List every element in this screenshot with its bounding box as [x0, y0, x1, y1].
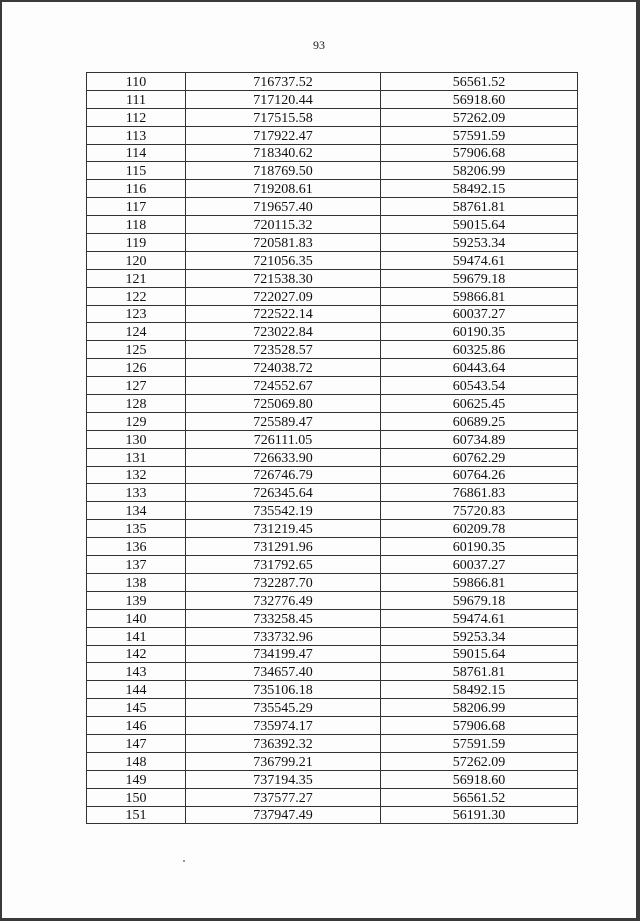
point-number-cell: 126	[87, 359, 186, 377]
x-coordinate-cell: 717515.58	[186, 108, 381, 126]
point-number-cell: 133	[87, 484, 186, 502]
x-coordinate-cell: 719208.61	[186, 180, 381, 198]
table-row	[87, 484, 578, 502]
y-coordinate-cell: 60762.29	[381, 448, 578, 466]
point-number-cell: 151	[87, 806, 186, 824]
y-coordinate-cell: 58206.99	[381, 162, 578, 180]
point-number-cell: 118	[87, 216, 186, 234]
point-number-cell: 112	[87, 108, 186, 126]
point-number-cell: 140	[87, 609, 186, 627]
x-coordinate-cell: 721538.30	[186, 269, 381, 287]
y-coordinate-cell: 60209.78	[381, 520, 578, 538]
y-coordinate-cell: 59866.81	[381, 287, 578, 305]
y-coordinate-cell: 57906.68	[381, 717, 578, 735]
y-coordinate-cell: 59679.18	[381, 591, 578, 609]
coordinates-table-body	[87, 73, 578, 824]
point-number-cell: 136	[87, 538, 186, 556]
table-row	[87, 770, 578, 788]
y-coordinate-cell: 60625.45	[381, 395, 578, 413]
point-number-cell: 127	[87, 377, 186, 395]
point-number-cell: 144	[87, 681, 186, 699]
point-number-cell: 114	[87, 144, 186, 162]
table-row	[87, 305, 578, 323]
point-number-cell: 120	[87, 251, 186, 269]
point-number-cell: 117	[87, 198, 186, 216]
point-number-cell: 110	[87, 73, 186, 91]
x-coordinate-cell: 724038.72	[186, 359, 381, 377]
y-coordinate-cell: 59015.64	[381, 216, 578, 234]
x-coordinate-cell: 719657.40	[186, 198, 381, 216]
point-number-cell: 129	[87, 412, 186, 430]
y-coordinate-cell: 60325.86	[381, 341, 578, 359]
table-row	[87, 609, 578, 627]
point-number-cell: 135	[87, 520, 186, 538]
y-coordinate-cell: 59679.18	[381, 269, 578, 287]
point-number-cell: 149	[87, 770, 186, 788]
table-row	[87, 556, 578, 574]
x-coordinate-cell: 725069.80	[186, 395, 381, 413]
table-row	[87, 806, 578, 824]
x-coordinate-cell: 735545.29	[186, 699, 381, 717]
x-coordinate-cell: 731792.65	[186, 556, 381, 574]
table-row	[87, 180, 578, 198]
y-coordinate-cell: 60190.35	[381, 323, 578, 341]
x-coordinate-cell: 736392.32	[186, 734, 381, 752]
y-coordinate-cell: 59015.64	[381, 645, 578, 663]
y-coordinate-cell: 56561.52	[381, 73, 578, 91]
x-coordinate-cell: 726345.64	[186, 484, 381, 502]
x-coordinate-cell: 722027.09	[186, 287, 381, 305]
table-row	[87, 90, 578, 108]
x-coordinate-cell: 725589.47	[186, 412, 381, 430]
x-coordinate-cell: 726746.79	[186, 466, 381, 484]
point-number-cell: 131	[87, 448, 186, 466]
x-coordinate-cell: 731219.45	[186, 520, 381, 538]
point-number-cell: 143	[87, 663, 186, 681]
x-coordinate-cell: 718340.62	[186, 144, 381, 162]
point-number-cell: 130	[87, 430, 186, 448]
x-coordinate-cell: 731291.96	[186, 538, 381, 556]
point-number-cell: 138	[87, 573, 186, 591]
y-coordinate-cell: 59474.61	[381, 609, 578, 627]
point-number-cell: 115	[87, 162, 186, 180]
table-row	[87, 341, 578, 359]
x-coordinate-cell: 734199.47	[186, 645, 381, 663]
y-coordinate-cell: 60190.35	[381, 538, 578, 556]
point-number-cell: 125	[87, 341, 186, 359]
x-coordinate-cell: 721056.35	[186, 251, 381, 269]
table-row	[87, 573, 578, 591]
y-coordinate-cell: 60734.89	[381, 430, 578, 448]
y-coordinate-cell: 56561.52	[381, 788, 578, 806]
point-number-cell: 123	[87, 305, 186, 323]
table-row	[87, 538, 578, 556]
y-coordinate-cell: 56918.60	[381, 770, 578, 788]
y-coordinate-cell: 60543.54	[381, 377, 578, 395]
y-coordinate-cell: 59253.34	[381, 234, 578, 252]
y-coordinate-cell: 60037.27	[381, 305, 578, 323]
point-number-cell: 141	[87, 627, 186, 645]
table-row	[87, 144, 578, 162]
y-coordinate-cell: 57906.68	[381, 144, 578, 162]
table-row	[87, 699, 578, 717]
table-row	[87, 323, 578, 341]
table-row	[87, 126, 578, 144]
table-row	[87, 430, 578, 448]
y-coordinate-cell: 56918.60	[381, 90, 578, 108]
x-coordinate-cell: 737577.27	[186, 788, 381, 806]
table-row	[87, 234, 578, 252]
x-coordinate-cell: 724552.67	[186, 377, 381, 395]
table-row	[87, 681, 578, 699]
table-row	[87, 251, 578, 269]
x-coordinate-cell: 726633.90	[186, 448, 381, 466]
table-row	[87, 377, 578, 395]
x-coordinate-cell: 737947.49	[186, 806, 381, 824]
table-row	[87, 717, 578, 735]
point-number-cell: 111	[87, 90, 186, 108]
table-row	[87, 162, 578, 180]
x-coordinate-cell: 733732.96	[186, 627, 381, 645]
point-number-cell: 142	[87, 645, 186, 663]
scan-speck	[183, 860, 185, 862]
table-row	[87, 591, 578, 609]
point-number-cell: 150	[87, 788, 186, 806]
x-coordinate-cell: 732287.70	[186, 573, 381, 591]
x-coordinate-cell: 737194.35	[186, 770, 381, 788]
y-coordinate-cell: 60689.25	[381, 412, 578, 430]
x-coordinate-cell: 722522.14	[186, 305, 381, 323]
y-coordinate-cell: 59474.61	[381, 251, 578, 269]
y-coordinate-cell: 57591.59	[381, 126, 578, 144]
point-number-cell: 137	[87, 556, 186, 574]
y-coordinate-cell: 57591.59	[381, 734, 578, 752]
y-coordinate-cell: 58492.15	[381, 180, 578, 198]
coordinates-table	[86, 72, 578, 824]
point-number-cell: 124	[87, 323, 186, 341]
x-coordinate-cell: 726111.05	[186, 430, 381, 448]
document-page	[2, 2, 636, 918]
x-coordinate-cell: 718769.50	[186, 162, 381, 180]
point-number-cell: 122	[87, 287, 186, 305]
y-coordinate-cell: 60443.64	[381, 359, 578, 377]
y-coordinate-cell: 57262.09	[381, 108, 578, 126]
table-row	[87, 412, 578, 430]
y-coordinate-cell: 59253.34	[381, 627, 578, 645]
y-coordinate-cell: 58206.99	[381, 699, 578, 717]
point-number-cell: 113	[87, 126, 186, 144]
table-row	[87, 752, 578, 770]
y-coordinate-cell: 58492.15	[381, 681, 578, 699]
table-row	[87, 520, 578, 538]
x-coordinate-cell: 732776.49	[186, 591, 381, 609]
x-coordinate-cell: 717120.44	[186, 90, 381, 108]
y-coordinate-cell: 60764.26	[381, 466, 578, 484]
y-coordinate-cell: 56191.30	[381, 806, 578, 824]
table-row	[87, 663, 578, 681]
point-number-cell: 139	[87, 591, 186, 609]
y-coordinate-cell: 57262.09	[381, 752, 578, 770]
point-number-cell: 116	[87, 180, 186, 198]
x-coordinate-cell: 717922.47	[186, 126, 381, 144]
table-row	[87, 448, 578, 466]
x-coordinate-cell: 720581.83	[186, 234, 381, 252]
point-number-cell: 148	[87, 752, 186, 770]
y-coordinate-cell: 60037.27	[381, 556, 578, 574]
table-row	[87, 502, 578, 520]
table-row	[87, 287, 578, 305]
table-row	[87, 627, 578, 645]
x-coordinate-cell: 733258.45	[186, 609, 381, 627]
y-coordinate-cell: 75720.83	[381, 502, 578, 520]
point-number-cell: 119	[87, 234, 186, 252]
table-row	[87, 269, 578, 287]
table-row	[87, 645, 578, 663]
x-coordinate-cell: 716737.52	[186, 73, 381, 91]
point-number-cell: 145	[87, 699, 186, 717]
x-coordinate-cell: 734657.40	[186, 663, 381, 681]
point-number-cell: 128	[87, 395, 186, 413]
point-number-cell: 134	[87, 502, 186, 520]
table-row	[87, 734, 578, 752]
table-row	[87, 359, 578, 377]
page-number: 93	[313, 38, 325, 52]
table-row	[87, 395, 578, 413]
y-coordinate-cell: 58761.81	[381, 663, 578, 681]
x-coordinate-cell: 736799.21	[186, 752, 381, 770]
x-coordinate-cell: 735106.18	[186, 681, 381, 699]
x-coordinate-cell: 723022.84	[186, 323, 381, 341]
table-row	[87, 788, 578, 806]
y-coordinate-cell: 58761.81	[381, 198, 578, 216]
y-coordinate-cell: 76861.83	[381, 484, 578, 502]
y-coordinate-cell: 59866.81	[381, 573, 578, 591]
table-row	[87, 216, 578, 234]
table-row	[87, 466, 578, 484]
point-number-cell: 146	[87, 717, 186, 735]
table-row	[87, 198, 578, 216]
point-number-cell: 147	[87, 734, 186, 752]
table-row	[87, 73, 578, 91]
x-coordinate-cell: 723528.57	[186, 341, 381, 359]
point-number-cell: 121	[87, 269, 186, 287]
table-row	[87, 108, 578, 126]
x-coordinate-cell: 735542.19	[186, 502, 381, 520]
x-coordinate-cell: 720115.32	[186, 216, 381, 234]
point-number-cell: 132	[87, 466, 186, 484]
x-coordinate-cell: 735974.17	[186, 717, 381, 735]
